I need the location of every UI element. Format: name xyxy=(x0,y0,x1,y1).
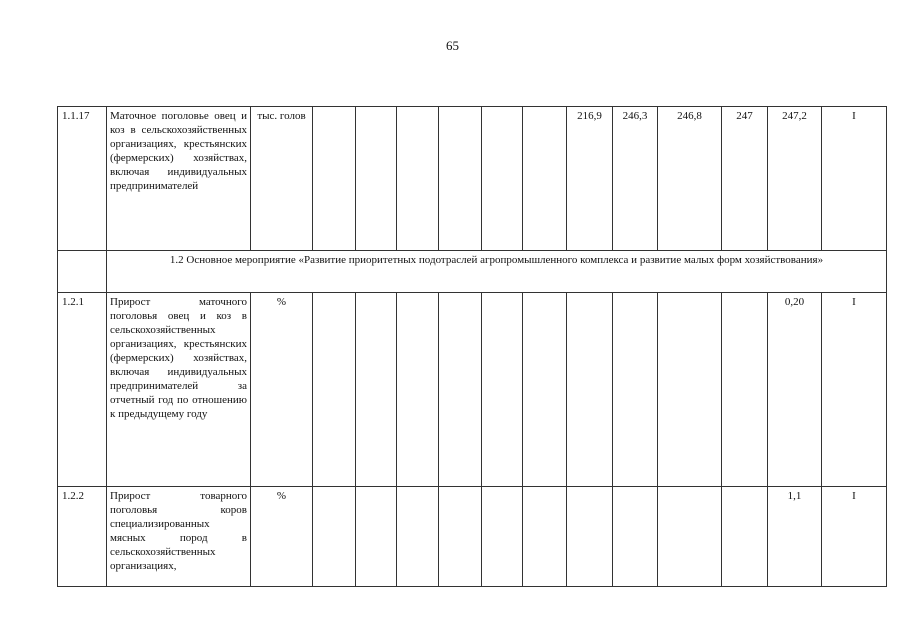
unit-cell: % xyxy=(251,487,313,587)
value-cell xyxy=(482,487,523,587)
value-cell: 246,3 xyxy=(613,107,658,251)
value-cell xyxy=(613,293,658,487)
value-cell xyxy=(523,107,567,251)
value-cell xyxy=(313,487,356,587)
unit-cell: тыс. голов xyxy=(251,107,313,251)
responsible-cell: I xyxy=(822,293,887,487)
value-cell xyxy=(397,107,439,251)
value-cell xyxy=(523,293,567,487)
responsible-cell: I xyxy=(822,487,887,587)
empty-cell xyxy=(58,251,107,293)
value-cell xyxy=(722,487,768,587)
value-cell xyxy=(397,487,439,587)
value-cell xyxy=(722,293,768,487)
value-cell xyxy=(482,293,523,487)
table-row xyxy=(58,293,887,487)
value-cell xyxy=(567,487,613,587)
value-cell xyxy=(523,487,567,587)
unit-cell: % xyxy=(251,293,313,487)
value-cell xyxy=(439,293,482,487)
value-cell xyxy=(356,487,397,587)
value-cell xyxy=(356,107,397,251)
table-row xyxy=(58,487,887,587)
value-cell xyxy=(313,107,356,251)
value-cell xyxy=(439,487,482,587)
value-cell xyxy=(313,293,356,487)
value-cell xyxy=(613,487,658,587)
value-cell xyxy=(397,293,439,487)
row-number: 1.2.1 xyxy=(58,293,107,487)
responsible-cell: I xyxy=(822,107,887,251)
indicator-name: Прирост маточного поголовья овец и коз в сельскохозяйственных организациях, крестьянских (фермерских) хозяйствах, включая индивидуальных предпринимателей за отчетный год по отношению к предыдущему году xyxy=(107,293,251,487)
value-cell xyxy=(658,487,722,587)
row-number: 1.1.17 xyxy=(58,107,107,251)
value-cell xyxy=(482,107,523,251)
value-cell: 246,8 xyxy=(658,107,722,251)
value-cell: 0,20 xyxy=(768,293,822,487)
value-cell xyxy=(567,293,613,487)
value-cell xyxy=(439,107,482,251)
value-cell: 1,1 xyxy=(768,487,822,587)
page-number: 65 xyxy=(446,38,459,53)
table-row xyxy=(58,107,887,251)
value-cell xyxy=(356,293,397,487)
value-cell: 247 xyxy=(722,107,768,251)
indicators-table xyxy=(57,106,887,587)
section-title: 1.2 Основное мероприятие «Развитие приоритетных подотраслей агропромышленного комплекса и развитие малых форм хозяйствования» xyxy=(107,251,887,293)
section-row xyxy=(58,251,887,293)
row-number: 1.2.2 xyxy=(58,487,107,587)
value-cell xyxy=(658,293,722,487)
value-cell: 216,9 xyxy=(567,107,613,251)
indicator-name: Прирост товарного поголовья коров специализированных мясных пород в сельскохозяйственных организациях, xyxy=(107,487,251,587)
value-cell: 247,2 xyxy=(768,107,822,251)
indicator-name: Маточное поголовье овец и коз в сельскохозяйственных организациях, крестьянских (фермерских) хозяйствах, включая индивидуальных предпринимателей xyxy=(107,107,251,251)
